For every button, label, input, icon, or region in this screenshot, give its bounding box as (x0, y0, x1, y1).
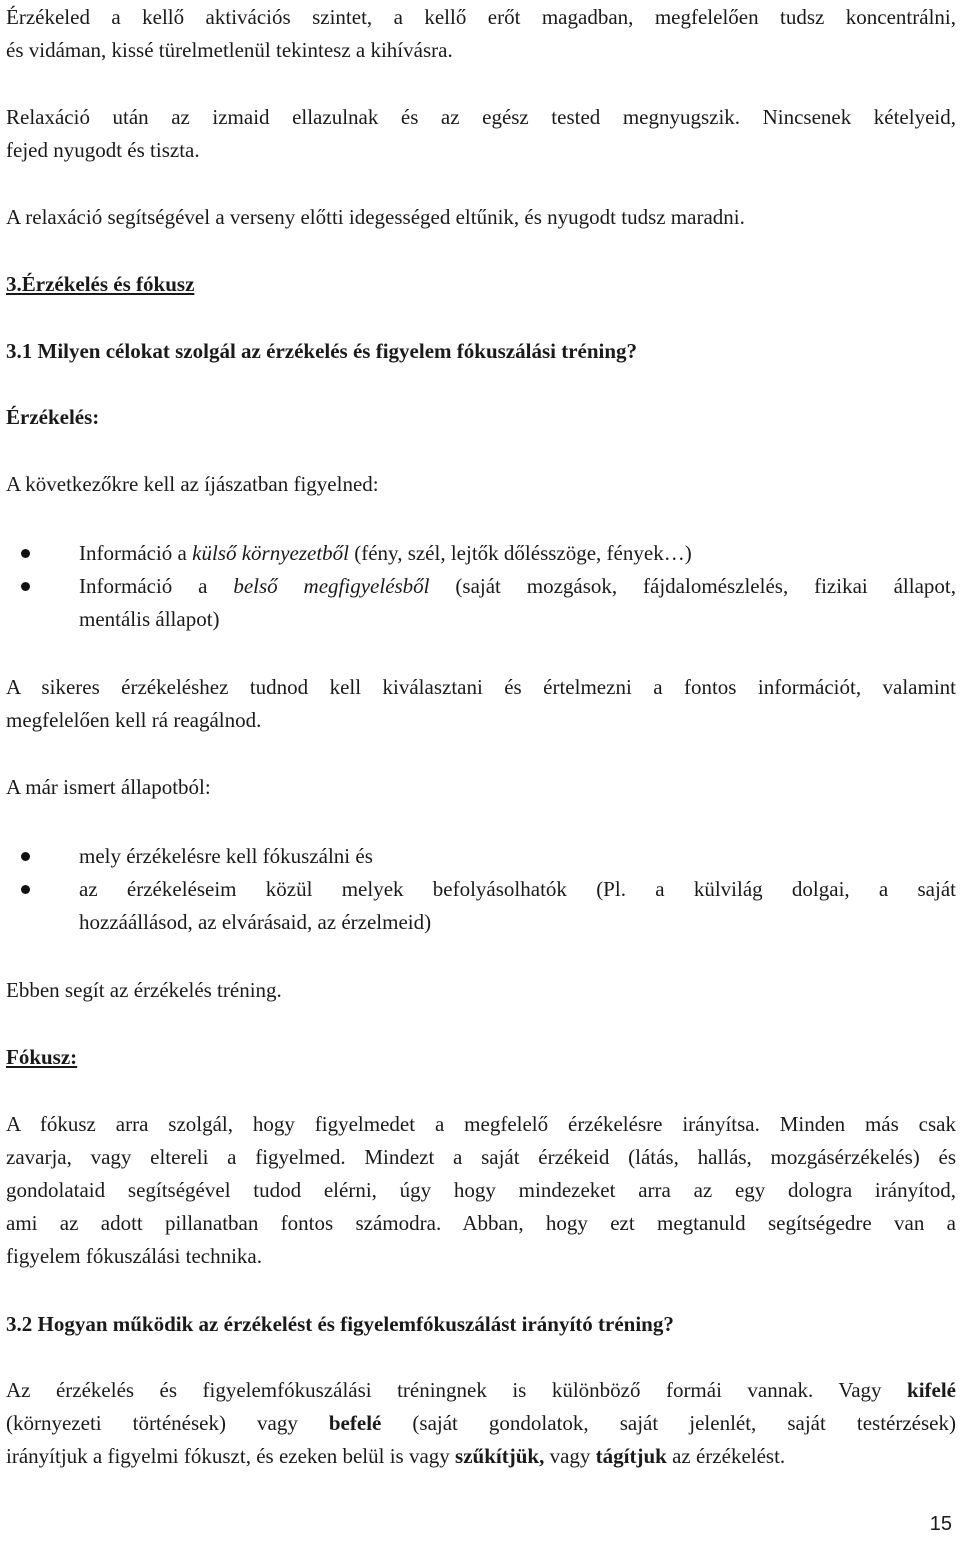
bullet-icon (21, 885, 30, 894)
paragraph-line: A következőkre kell az íjászatban figyelned: (6, 472, 379, 496)
paragraph-line: Az érzékelés és figyelemfókuszálási tréningnek is különböző formái vannak. Vagy kifelé (6, 1378, 956, 1402)
paragraph-line: megfelelően kell rá reagálnod. (6, 708, 262, 732)
paragraph-line: A sikeres érzékeléshez tudnod kell kiválasztani és értelmezni a fontos információt, valamint (6, 675, 956, 699)
paragraph-line: ami az adott pillanatban fontos számodra. Abban, hogy ezt megtanuld segítségedre van a (6, 1211, 956, 1235)
paragraph-line: irányítjuk a figyelmi fókuszt, és ezeken belül is vagy szűkítjük, vagy tágítjuk az érzékelést. (6, 1444, 786, 1468)
paragraph-line: és vidáman, kissé türelmetlenül tekintesz a kihívásra. (6, 38, 453, 62)
list-item-continuation: mentális állapot) (79, 607, 220, 631)
paragraph-line: figyelem fókuszálási technika. (6, 1244, 262, 1268)
erzekeles-label: Érzékelés: (6, 405, 100, 429)
paragraph-line: A már ismert állapotból: (6, 775, 211, 799)
paragraph-line: A fókusz arra szolgál, hogy figyelmedet a megfelelő érzékelésre irányítsa. Minden más csak (6, 1112, 956, 1136)
paragraph-line: gondolataid segítségével tudod elérni, úgy hogy mindezeket arra az egy dologra irányítod, (6, 1178, 956, 1202)
paragraph-line: A relaxáció segítségével a verseny előtti idegességed eltűnik, és nyugodt tudsz maradni. (6, 205, 745, 229)
page-number: 15 (929, 1513, 952, 1535)
section-heading: 3.Érzékelés és fókusz (6, 272, 195, 296)
subsection-heading: 3.2 Hogyan működik az érzékelést és figyelemfókuszálást irányító tréning? (6, 1312, 674, 1336)
paragraph-line: Érzékeled a kellő aktivációs szintet, a kellő erőt magadban, megfelelően tudsz koncentrálni, (6, 5, 956, 29)
paragraph-line: Relaxáció után az izmaid ellazulnak és az egész tested megnyugszik. Nincsenek kételyeid, (6, 105, 956, 129)
list-item: Információ a külső környezetből (fény, szél, lejtők dőlésszöge, fények…) (79, 541, 692, 565)
list-item: mely érzékelésre kell fókuszálni és (79, 844, 373, 868)
fokusz-label: Fókusz: (6, 1045, 78, 1069)
list-item: Információ a belső megfigyelésből (saját mozgások, fájdalomészlelés, fizikai állapot, (79, 574, 956, 598)
bullet-icon (21, 582, 30, 591)
paragraph-line: fejed nyugodt és tiszta. (6, 138, 200, 162)
subsection-heading: 3.1 Milyen célokat szolgál az érzékelés és figyelem fókuszálási tréning? (6, 339, 638, 363)
paragraph-line: (környezeti történések) vagy befelé (saját gondolatok, saját jelenlét, saját testérzések) (6, 1411, 956, 1435)
bullet-icon (21, 549, 30, 558)
list-item: az érzékeléseim közül melyek befolyásolhatók (Pl. a külvilág dolgai, a saját (79, 877, 956, 901)
paragraph-line: Ebben segít az érzékelés tréning. (6, 978, 282, 1002)
bullet-icon (21, 852, 30, 861)
paragraph-line: zavarja, vagy eltereli a figyelmed. Mindezt a saját érzékeid (látás, hallás, mozgásérzékelés) és (6, 1145, 956, 1169)
list-item-continuation: hozzáállásod, az elvárásaid, az érzelmeid) (79, 910, 432, 934)
